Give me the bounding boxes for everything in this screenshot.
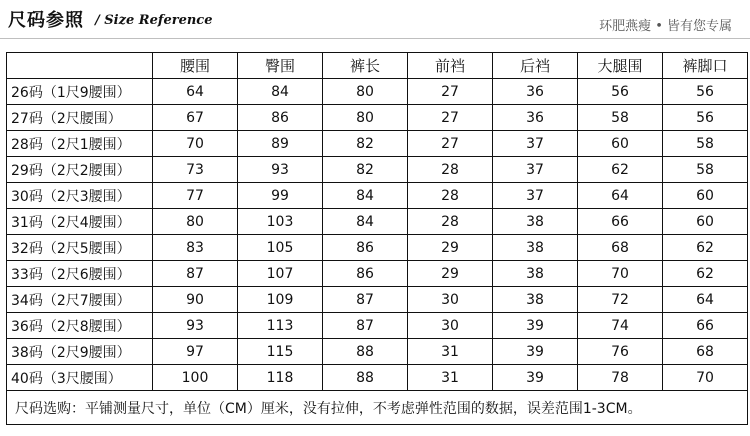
measurement-cell: 68 (578, 235, 663, 261)
size-label-cell: 38码（2尺9腰围） (7, 339, 153, 365)
table-row (7, 131, 748, 157)
measurement-cell: 97 (153, 339, 238, 365)
measurement-cell: 62 (663, 261, 748, 287)
measurement-cell: 84 (323, 183, 408, 209)
measurement-cell: 37 (493, 183, 578, 209)
measurement-cell: 103 (238, 209, 323, 235)
measurement-cell: 90 (153, 287, 238, 313)
measurement-cell: 38 (493, 261, 578, 287)
measurement-cell: 60 (663, 183, 748, 209)
measurement-cell: 30 (408, 287, 493, 313)
size-label-cell: 40码（3尺腰围） (7, 365, 153, 391)
measurement-cell: 76 (578, 339, 663, 365)
measurement-cell: 86 (238, 105, 323, 131)
measurement-cell: 62 (578, 157, 663, 183)
measurement-cell: 28 (408, 183, 493, 209)
table-row (7, 313, 748, 339)
measurement-cell: 37 (493, 157, 578, 183)
measurement-cell: 39 (493, 339, 578, 365)
size-label-cell: 32码（2尺5腰围） (7, 235, 153, 261)
measurement-cell: 28 (408, 157, 493, 183)
column-header: 腰围 (153, 53, 238, 79)
column-header-size (7, 53, 153, 79)
table-header-row (7, 53, 748, 79)
measurement-cell: 39 (493, 365, 578, 391)
measurement-cell: 64 (578, 183, 663, 209)
measurement-cell: 89 (238, 131, 323, 157)
measurement-cell: 80 (323, 105, 408, 131)
column-header: 前裆 (408, 53, 493, 79)
measurement-cell: 68 (663, 339, 748, 365)
measurement-cell: 60 (663, 209, 748, 235)
measurement-cell: 38 (493, 287, 578, 313)
measurement-cell: 58 (578, 105, 663, 131)
column-header: 后裆 (493, 53, 578, 79)
table-body (7, 79, 748, 391)
measurement-cell: 38 (493, 235, 578, 261)
size-table-container (6, 52, 746, 425)
measurement-cell: 58 (663, 157, 748, 183)
measurement-cell: 36 (493, 79, 578, 105)
measurement-cell: 80 (153, 209, 238, 235)
measurement-cell: 62 (663, 235, 748, 261)
column-header: 臀围 (238, 53, 323, 79)
measurement-cell: 115 (238, 339, 323, 365)
size-label-cell: 34码（2尺7腰围） (7, 287, 153, 313)
measurement-cell: 100 (153, 365, 238, 391)
measurement-cell: 29 (408, 261, 493, 287)
size-label-cell: 31码（2尺4腰围） (7, 209, 153, 235)
measurement-cell: 56 (663, 79, 748, 105)
size-label-cell: 33码（2尺6腰围） (7, 261, 153, 287)
table-row (7, 157, 748, 183)
measurement-cell: 113 (238, 313, 323, 339)
table-row (7, 365, 748, 391)
table-row (7, 183, 748, 209)
column-header: 大腿围 (578, 53, 663, 79)
measurement-cell: 82 (323, 131, 408, 157)
measurement-cell: 109 (238, 287, 323, 313)
table-row (7, 261, 748, 287)
measurement-cell: 66 (663, 313, 748, 339)
measurement-cell: 84 (238, 79, 323, 105)
measurement-cell: 67 (153, 105, 238, 131)
measurement-cell: 73 (153, 157, 238, 183)
measurement-cell: 87 (153, 261, 238, 287)
size-label-cell: 27码（2尺腰围） (7, 105, 153, 131)
column-header: 裤脚口 (663, 53, 748, 79)
size-label-cell: 29码（2尺2腰围） (7, 157, 153, 183)
size-label-cell: 26码（1尺9腰围） (7, 79, 153, 105)
measurement-cell: 99 (238, 183, 323, 209)
table-row (7, 287, 748, 313)
brand-slogan: 环肥燕瘦 • 皆有您专属 (599, 19, 732, 34)
measurement-cell: 118 (238, 365, 323, 391)
measurement-cell: 30 (408, 313, 493, 339)
measurement-cell: 83 (153, 235, 238, 261)
table-row (7, 105, 748, 131)
measurement-note: 尺码选购：平铺测量尺寸，单位（CM）厘米，没有拉伸，不考虑弹性范围的数据，误差范围1-3CM。 (7, 391, 748, 425)
note-row (7, 391, 748, 425)
measurement-cell: 88 (323, 365, 408, 391)
measurement-cell: 88 (323, 339, 408, 365)
measurement-cell: 27 (408, 131, 493, 157)
measurement-cell: 107 (238, 261, 323, 287)
measurement-cell: 31 (408, 365, 493, 391)
table-row (7, 339, 748, 365)
size-table (6, 52, 748, 425)
measurement-cell: 82 (323, 157, 408, 183)
measurement-cell: 31 (408, 339, 493, 365)
measurement-cell: 56 (663, 105, 748, 131)
header (0, 0, 750, 46)
column-header: 裤长 (323, 53, 408, 79)
measurement-cell: 39 (493, 313, 578, 339)
measurement-cell: 77 (153, 183, 238, 209)
measurement-cell: 66 (578, 209, 663, 235)
measurement-cell: 80 (323, 79, 408, 105)
measurement-cell: 70 (578, 261, 663, 287)
page-title: 尺码参照 (8, 10, 84, 31)
measurement-cell: 78 (578, 365, 663, 391)
measurement-cell: 38 (493, 209, 578, 235)
page-title-english: / Size Reference (95, 13, 213, 28)
header-divider (0, 38, 750, 39)
measurement-cell: 70 (153, 131, 238, 157)
measurement-cell: 27 (408, 79, 493, 105)
measurement-cell: 60 (578, 131, 663, 157)
measurement-cell: 105 (238, 235, 323, 261)
measurement-cell: 87 (323, 313, 408, 339)
measurement-cell: 58 (663, 131, 748, 157)
measurement-cell: 86 (323, 235, 408, 261)
table-row (7, 235, 748, 261)
measurement-cell: 29 (408, 235, 493, 261)
measurement-cell: 70 (663, 365, 748, 391)
measurement-cell: 64 (663, 287, 748, 313)
measurement-cell: 87 (323, 287, 408, 313)
measurement-cell: 93 (238, 157, 323, 183)
measurement-cell: 84 (323, 209, 408, 235)
measurement-cell: 27 (408, 105, 493, 131)
measurement-cell: 28 (408, 209, 493, 235)
table-row (7, 79, 748, 105)
measurement-cell: 64 (153, 79, 238, 105)
table-row (7, 209, 748, 235)
measurement-cell: 93 (153, 313, 238, 339)
measurement-cell: 72 (578, 287, 663, 313)
size-label-cell: 36码（2尺8腰围） (7, 313, 153, 339)
size-label-cell: 30码（2尺3腰围） (7, 183, 153, 209)
measurement-cell: 56 (578, 79, 663, 105)
measurement-cell: 36 (493, 105, 578, 131)
size-label-cell: 28码（2尺1腰围） (7, 131, 153, 157)
measurement-cell: 74 (578, 313, 663, 339)
measurement-cell: 86 (323, 261, 408, 287)
measurement-cell: 37 (493, 131, 578, 157)
